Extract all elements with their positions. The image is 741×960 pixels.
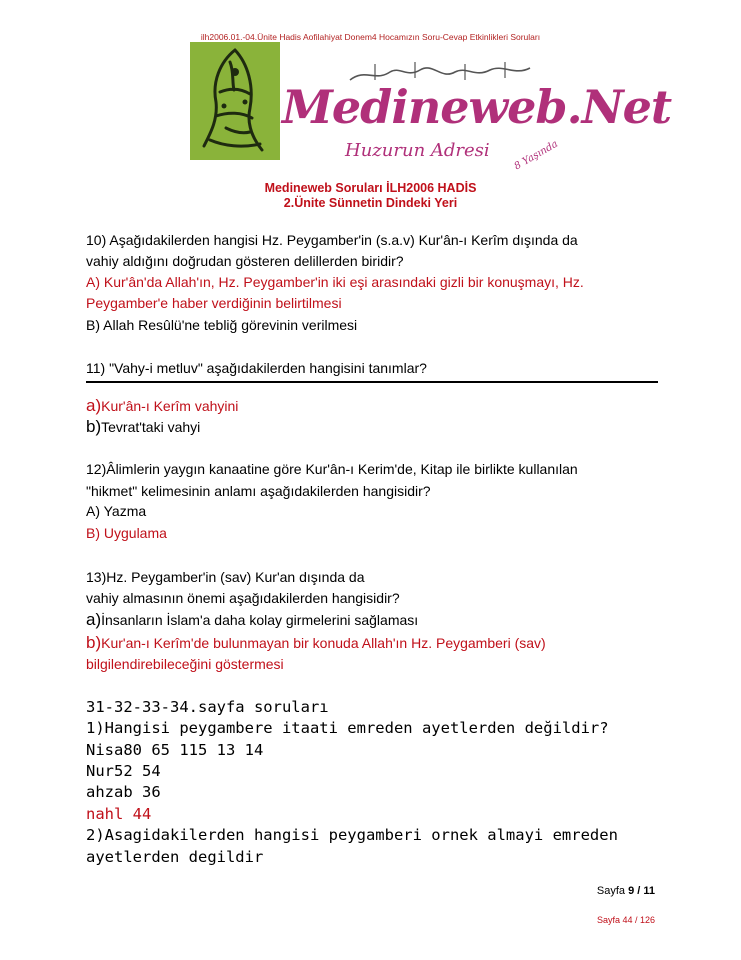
q10-answer-a-line2: Peygamber'e haber verdiğinin belirtilmesi [86,295,342,311]
q13-answer-a [86,609,418,631]
q11-a-label: a) [86,396,102,415]
site-tagline: Huzurun Adresi [345,140,490,161]
section-q1-option4: nahl 44 [86,805,152,823]
q12-answer-a: A) Yazma [86,503,147,519]
q13-line1: 13)Hz. Peygamber'in (sav) Kur'an dışında da [86,569,365,585]
q13-answer-b-line1 [86,632,546,654]
q13-b-label: b) [86,633,102,652]
q11-b-text: Tevrat'taki vahyi [101,419,201,435]
q13-a-text: İnsanların İslam'a daha kolay girmelerini sağlaması [101,612,419,628]
page-number [597,885,655,897]
q10-line2: vahiy aldığını doğrudan gösteren delillerden biridir? [86,253,404,269]
section-q1-option3: ahzab 36 [86,783,161,801]
site-age-badge: 8 Yaşında [512,138,560,173]
q11-b-label: b) [86,417,102,436]
section-q1-option2: Nur52 54 [86,762,161,780]
section-q2-line2: ayetlerden degildir [86,848,264,866]
q11-answer-b [86,416,200,438]
divider-rule [86,381,658,383]
section-q2-line1: 2)Asagidakilerden hangisi peygamberi ornek almayi emreden [86,826,618,844]
q13-answer-b-line2: bilgilendirebileceğini göstermesi [86,656,284,672]
doc-title-line1: Medineweb Soruları İLH2006 HADİS [264,181,477,195]
q12-line1: 12)Âlimlerin yaygın kanaatine göre Kur'ân-ı Kerim'de, Kitap ile birlikte kullanılan [86,461,578,477]
page-label: Sayfa [596,885,626,897]
doc-title-line2: 2.Ünite Sünnetin Dindeki Yeri [283,196,458,210]
section-title: 31-32-33-34.sayfa soruları [86,698,329,716]
section-q1-option1: Nisa80 65 115 13 14 [86,741,264,759]
q13-b-text-line1: Kur'an-ı Kerîm'de bulunmayan bir konuda Allah'ın Hz. Peygamberi (sav) [101,635,546,651]
q12-line2: "hikmet" kelimesinin anlamı aşağıdakilerden hangisidir? [86,483,431,499]
site-brand: Medineweb.Net [282,80,672,134]
page-num-value: 9 / 11 [628,885,655,897]
section-q1: 1)Hangisi peygambere itaati emreden ayetlerden değildir? [86,719,609,737]
q11-a-text: Kur'ân-ı Kerîm vahyini [101,398,239,414]
page-total: Sayfa 44 / 126 [596,915,655,925]
calligraphy-logo [190,42,280,160]
q11-question: 11) "Vahy-i metluv" aşağıdakilerden hangisini tanımlar? [86,360,427,376]
document-header-line: ilh2006.01.-04.Ünite Hadis Aofilahiyat Donem4 Hocamızın Soru-Cevap Etkinlikleri Soruları [200,32,541,42]
q11-answer-a [86,395,238,417]
q13-line2: vahiy almasının önemi aşağıdakilerden hangisidir? [86,590,400,606]
calligraphy-icon [190,42,280,160]
q10-answer-b: B) Allah Resûlü'ne tebliğ görevinin verilmesi [86,317,358,333]
q12-answer-b: B) Uygulama [86,525,167,541]
q10-answer-a-line1: A) Kur'ân'da Allah'ın, Hz. Peygamber'in iki eşi arasındaki gizli bir konuşmayı, Hz. [86,274,584,290]
q13-a-label: a) [86,610,102,629]
q10-line1: 10) Aşağıdakilerden hangisi Hz. Peygamber'in (s.a.v) Kur'ân-ı Kerîm dışında da [86,232,578,248]
